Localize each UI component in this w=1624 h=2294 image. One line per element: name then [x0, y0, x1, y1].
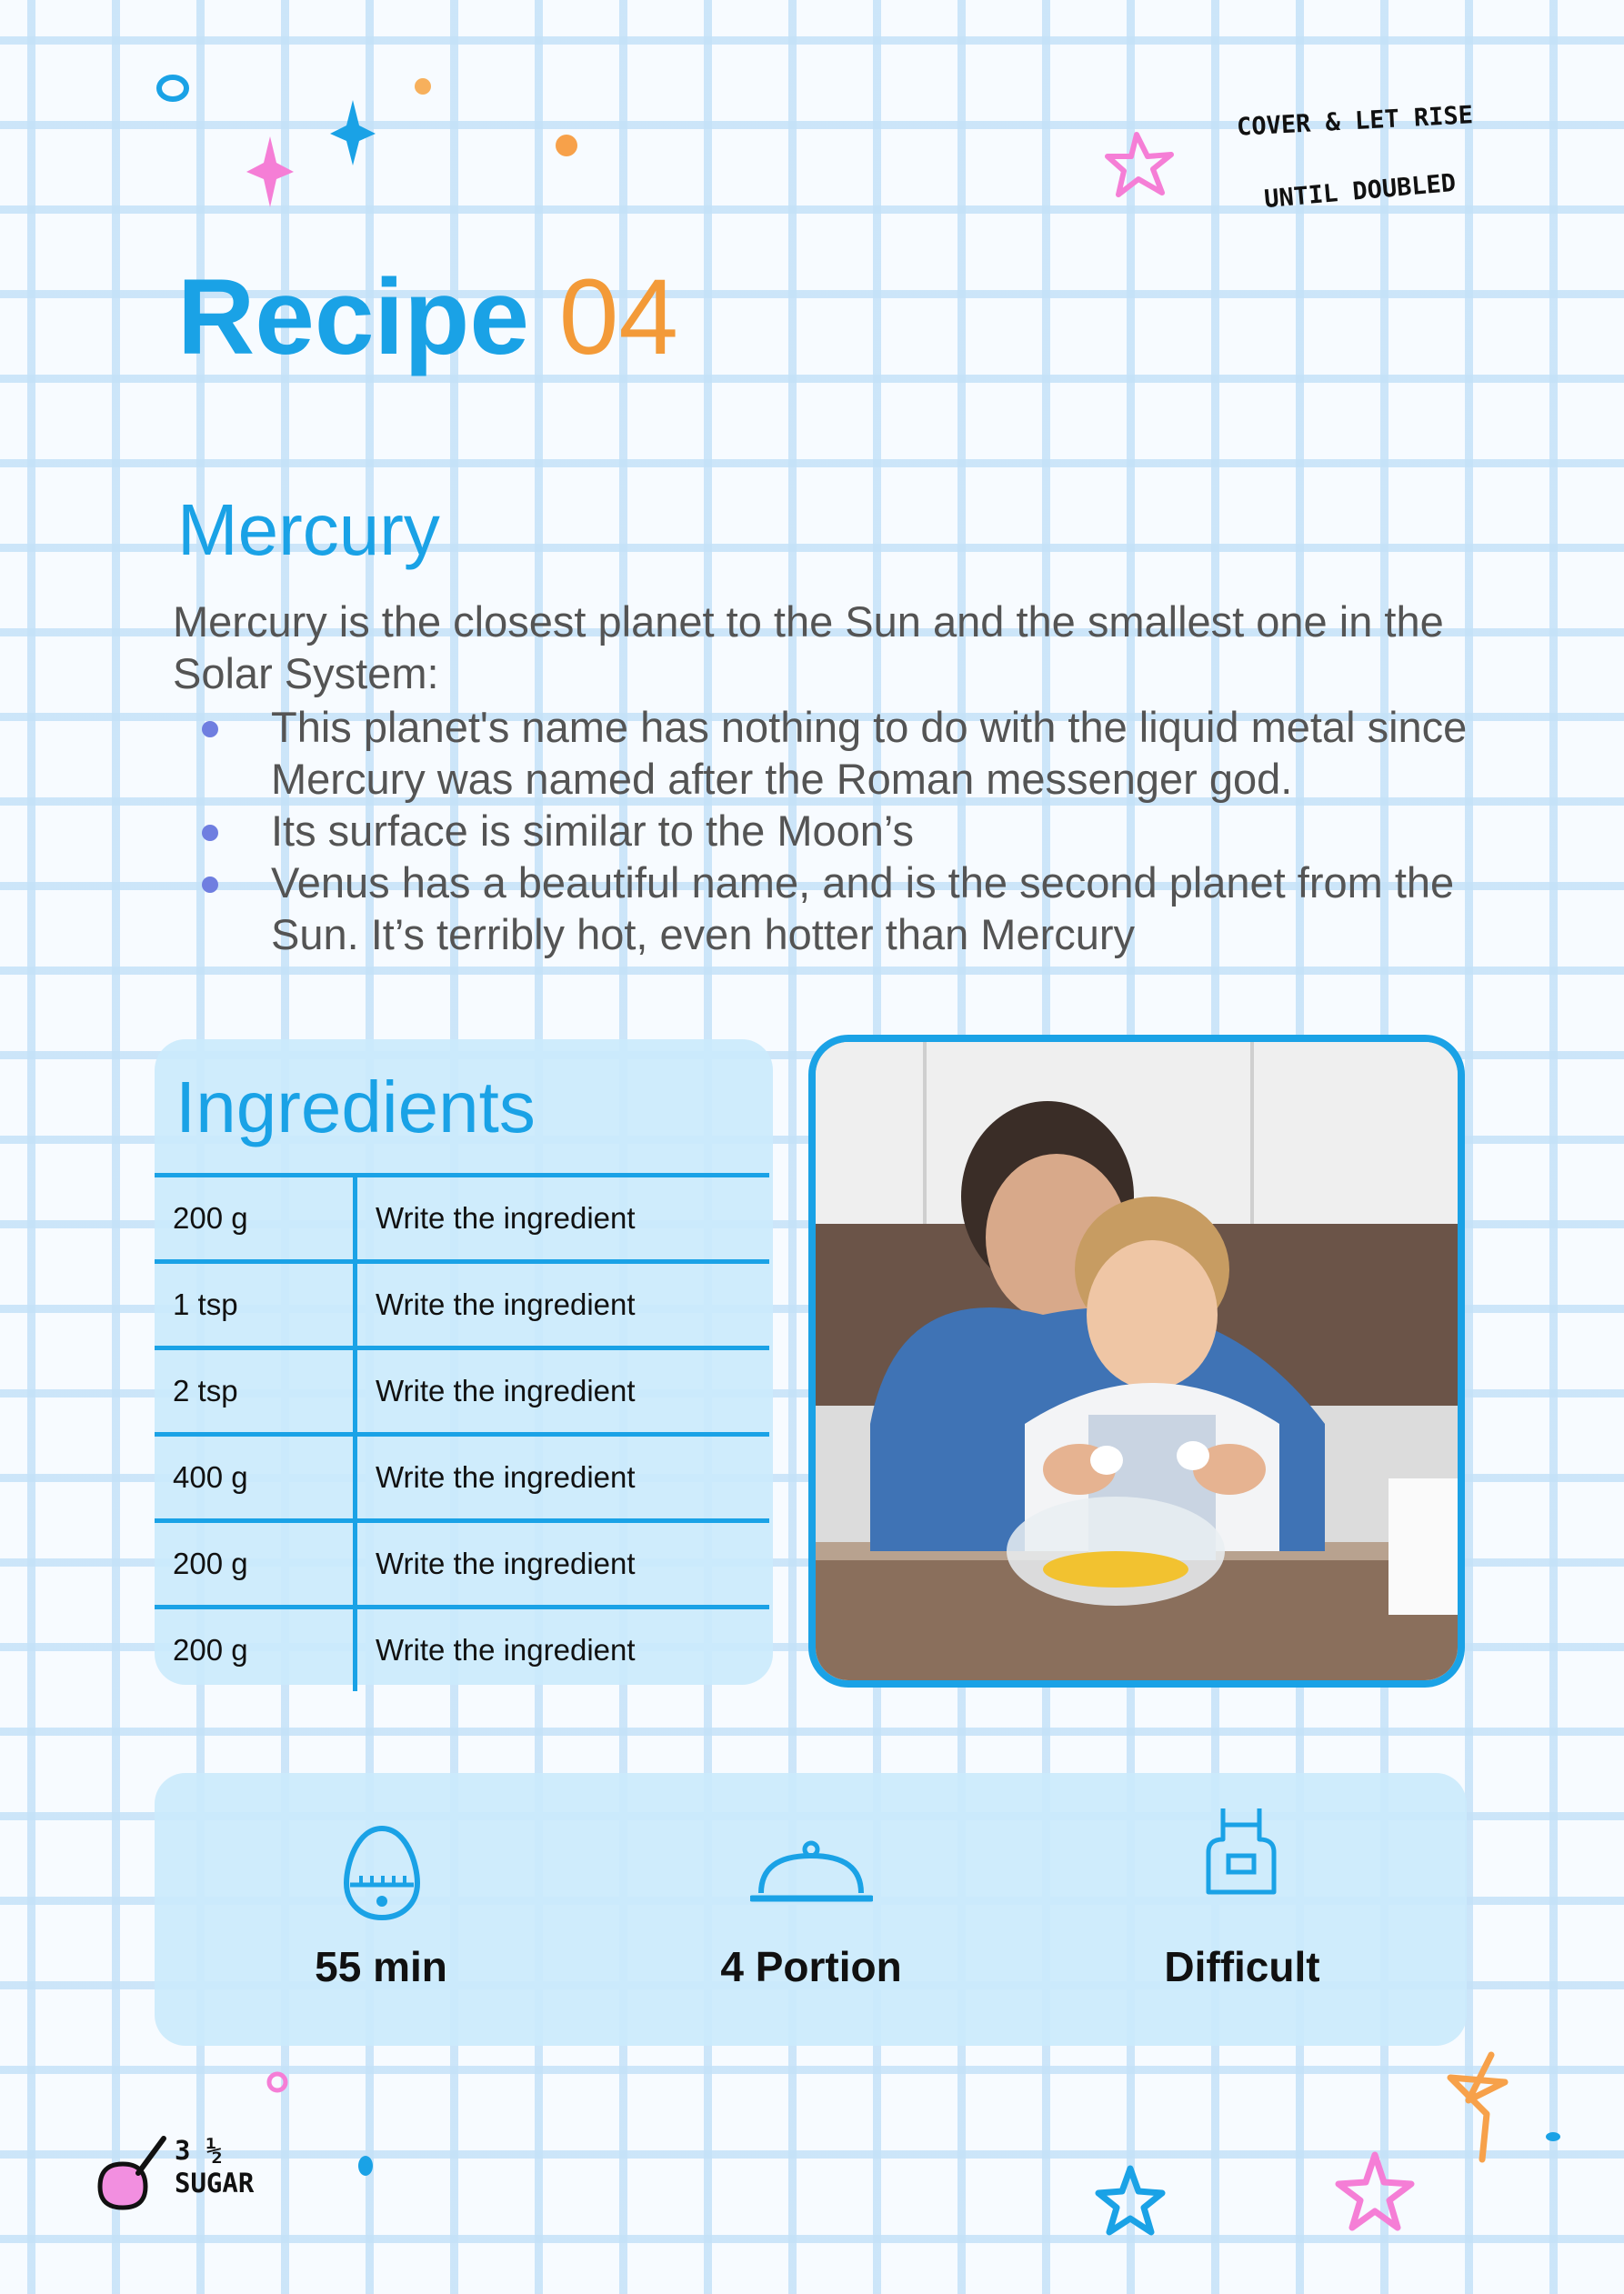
table-row: [155, 1435, 769, 1521]
apron-icon: [1196, 1805, 1287, 1896]
star-pink-icon: [1108, 135, 1171, 195]
title-word: Recipe: [177, 257, 529, 377]
title-number: 04: [558, 257, 679, 377]
star-blue-icon: [1098, 2169, 1162, 2232]
cook-time: 55 min: [315, 1943, 447, 1990]
dot-doodle-icon: [415, 78, 431, 95]
sparkle-blue-icon: [330, 100, 376, 165]
ingredient-name: Write the ingredient: [356, 1521, 770, 1608]
ingredient-qty: 200 g: [155, 1521, 356, 1608]
measuring-spoon-icon: [100, 2139, 164, 2208]
note-until-doubled: UNTIL DOUBLED: [1263, 168, 1458, 215]
list-item: Its surface is similar to the Moon’s: [173, 805, 1473, 856]
ring-doodle-icon: [269, 2074, 286, 2090]
table-row: [155, 1521, 769, 1608]
ingredient-name: Write the ingredient: [356, 1608, 770, 1692]
ingredients-table: [155, 1173, 769, 1691]
sugar-amount: 3 ½: [175, 2135, 223, 2166]
sugar-label: SUGAR: [175, 2168, 255, 2199]
ingredients-title: Ingredients: [175, 1067, 536, 1147]
kitchen-photo-illustration: [816, 1042, 1458, 1680]
serving-dish-icon: [750, 1838, 873, 1907]
portion-count: 4 Portion: [720, 1943, 902, 1990]
section-description: Mercury is the closest planet to the Sun and the smallest one in the Solar System:: [173, 597, 1444, 697]
list-item: Venus has a beautiful name, and is the second planet from the Sun. It’s terribly hot, even hotter than Mercury: [173, 856, 1473, 960]
table-row: [155, 1608, 769, 1692]
ingredient-qty: 200 g: [155, 1608, 356, 1692]
star-pink-icon: [1338, 2155, 1411, 2228]
list-item: This planet's name has nothing to do with the liquid metal since Mercury was named after the Roman messenger god.: [173, 701, 1473, 805]
ingredient-name: Write the ingredient: [356, 1176, 770, 1262]
star-orange-icon: [1450, 2055, 1505, 2159]
ingredient-qty: 1 tsp: [155, 1262, 356, 1348]
ingredient-qty: 200 g: [155, 1176, 356, 1262]
table-row: [155, 1262, 769, 1348]
ingredient-qty: 400 g: [155, 1435, 356, 1521]
note-cover-rise: COVER & LET RISE: [1236, 101, 1474, 142]
section-subtitle: Mercury: [177, 489, 440, 570]
table-row: [155, 1176, 769, 1262]
ring-doodle-icon: [159, 77, 186, 99]
ingredient-name: Write the ingredient: [356, 1435, 770, 1521]
table-row: [155, 1348, 769, 1435]
egg-timer-icon: [341, 1823, 423, 1923]
difficulty-level: Difficult: [1164, 1943, 1320, 1990]
ingredient-name: Write the ingredient: [356, 1262, 770, 1348]
dot-doodle-icon: [358, 2156, 373, 2176]
bullet-list: [173, 701, 1473, 960]
ingredient-name: Write the ingredient: [356, 1348, 770, 1435]
sparkle-pink-icon: [246, 136, 294, 207]
page-title: [177, 257, 679, 377]
ingredient-qty: 2 tsp: [155, 1348, 356, 1435]
sugar-note: [175, 2134, 254, 2199]
recipe-photo: [808, 1035, 1465, 1688]
dot-doodle-icon: [556, 135, 577, 156]
dot-doodle-icon: [1546, 2132, 1560, 2141]
